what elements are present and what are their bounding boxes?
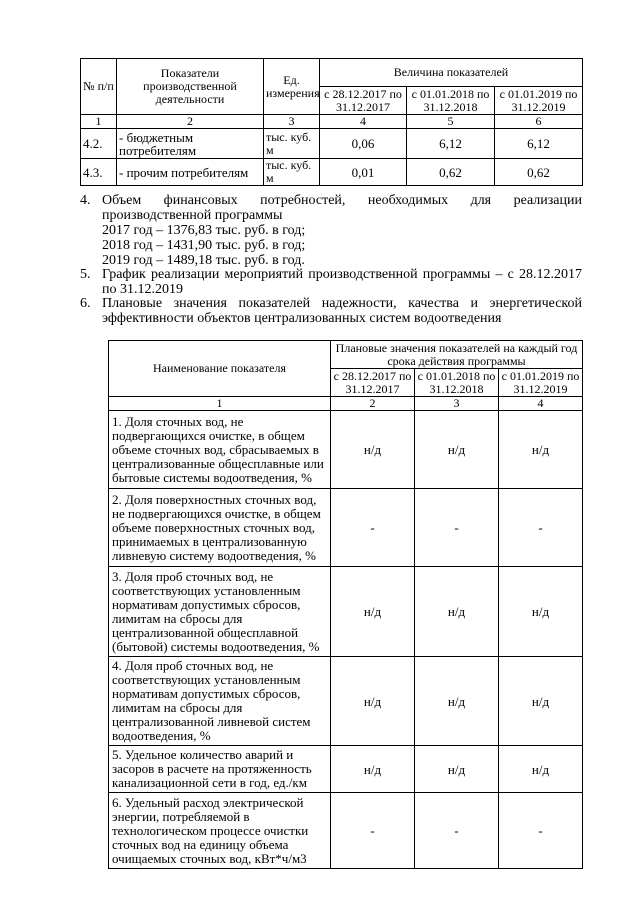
table-row: [109, 746, 583, 793]
indicator-value: -: [499, 489, 583, 567]
header-num: № п/п: [81, 59, 117, 115]
indicator-value: н/д: [499, 657, 583, 746]
column-number: 1: [109, 397, 331, 411]
indicator-value: н/д: [415, 411, 499, 489]
production-indicators-table: [80, 58, 583, 186]
table-row: [81, 159, 583, 186]
row-unit: тыс. куб. м: [264, 129, 320, 159]
indicator-value: -: [331, 793, 415, 869]
header-period: с 28.12.2017 по 31.12.2017: [331, 369, 415, 397]
section-6: [80, 296, 582, 326]
indicator-name: 6. Удельный расход электрической энергии, потребляемой в технологическом процессе очистки сточных вод на единицу объема очищаемых сточных вод, кВт*ч/м3: [109, 793, 331, 869]
indicator-name: 4. Доля проб сточных вод, не соответствующих установленным нормативам допустимых сбросов, лимитам на сбросы для централизованной ливневой систем водоотведения, %: [109, 657, 331, 746]
indicator-value: н/д: [331, 411, 415, 489]
header-period: с 01.01.2018 по 31.12.2018: [407, 87, 495, 115]
planned-indicators-table: [108, 340, 583, 869]
section-number: 4.: [80, 193, 91, 208]
table-row: [109, 489, 583, 567]
indicator-value: -: [499, 793, 583, 869]
row-num: 4.2.: [81, 129, 117, 159]
indicator-value: -: [415, 793, 499, 869]
row-name: - прочим потребителям: [117, 159, 264, 186]
header-period: с 01.01.2019 по 31.12.2019: [499, 369, 583, 397]
indicator-name: 5. Удельное количество аварий и засоров в расчете на протяженность канализационной сети в год, ед./км: [109, 746, 331, 793]
indicator-value: н/д: [499, 746, 583, 793]
column-number: 1: [81, 115, 117, 129]
row-value: 0,62: [407, 159, 495, 186]
indicator-value: -: [415, 489, 499, 567]
row-name: - бюджетным потребителям: [117, 129, 264, 159]
indicator-value: н/д: [415, 567, 499, 657]
table-row: [109, 793, 583, 869]
budget-line: 2019 год – 1489,18 тыс. руб. в год.: [102, 253, 305, 268]
header-indicator-name: Наименование показателя: [109, 341, 331, 397]
header-unit: Ед. измерения: [264, 59, 320, 115]
table-row: [109, 657, 583, 746]
section-text: Плановые значения показателей надежности, качества и энергетической эффективности объектов централизованных систем водоотведения: [102, 296, 582, 326]
section-4: [80, 193, 582, 268]
budget-line: 2018 год – 1431,90 тыс. руб. в год;: [102, 238, 306, 253]
table-row: [109, 567, 583, 657]
section-number: 6.: [80, 296, 91, 311]
budget-line: 2017 год – 1376,83 тыс. руб. в год;: [102, 223, 306, 238]
table-row: [81, 129, 583, 159]
header-values: Величина показателей: [320, 59, 583, 87]
indicator-value: н/д: [331, 746, 415, 793]
row-value: 6,12: [407, 129, 495, 159]
row-value: 6,12: [495, 129, 583, 159]
section-text: График реализации мероприятий производственной программы – с 28.12.2017 по 31.12.2019: [102, 267, 582, 297]
indicator-value: н/д: [415, 657, 499, 746]
header-period: с 28.12.2017 по 31.12.2017: [320, 87, 407, 115]
section-number: 5.: [80, 267, 91, 282]
table-row: [109, 411, 583, 489]
header-values: Плановые значения показателей на каждый год срока действия программы: [331, 341, 583, 369]
row-value: 0,62: [495, 159, 583, 186]
indicator-value: н/д: [415, 746, 499, 793]
indicator-value: н/д: [499, 567, 583, 657]
indicator-name: 1. Доля сточных вод, не подвергающихся очистке, в общем объеме сточных вод, сбрасываемых в централизованные общесплавные или бытовые системы водоотведения, %: [109, 411, 331, 489]
indicator-value: н/д: [331, 657, 415, 746]
row-value: 0,06: [320, 129, 407, 159]
row-num: 4.3.: [81, 159, 117, 186]
section-text: Объем финансовых потребностей, необходимых для реализации производственной программы: [102, 193, 582, 223]
column-number: 3: [264, 115, 320, 129]
row-value: 0,01: [320, 159, 407, 186]
column-number: 6: [495, 115, 583, 129]
indicator-value: -: [331, 489, 415, 567]
indicator-value: н/д: [499, 411, 583, 489]
column-number: 5: [407, 115, 495, 129]
indicator-name: 2. Доля поверхностных сточных вод, не подвергающихся очистке, в общем объеме поверхностных сточных вод, принимаемых в централизованную ливневую систему водоотведения, %: [109, 489, 331, 567]
column-number: 2: [117, 115, 264, 129]
column-number: 4: [320, 115, 407, 129]
row-unit: тыс. куб. м: [264, 159, 320, 186]
column-number: 2: [331, 397, 415, 411]
header-period: с 01.01.2019 по 31.12.2019: [495, 87, 583, 115]
header-indicator-name: Показатели производственной деятельности: [117, 59, 264, 115]
indicator-name: 3. Доля проб сточных вод, не соответствующих установленным нормативам допустимых сбросов, лимитам на сбросы для централизованной общесплавной (бытовой) системы водоотведения, %: [109, 567, 331, 657]
column-number: 4: [499, 397, 583, 411]
header-period: с 01.01.2018 по 31.12.2018: [415, 369, 499, 397]
indicator-value: н/д: [331, 567, 415, 657]
section-5: [80, 267, 582, 297]
column-number: 3: [415, 397, 499, 411]
